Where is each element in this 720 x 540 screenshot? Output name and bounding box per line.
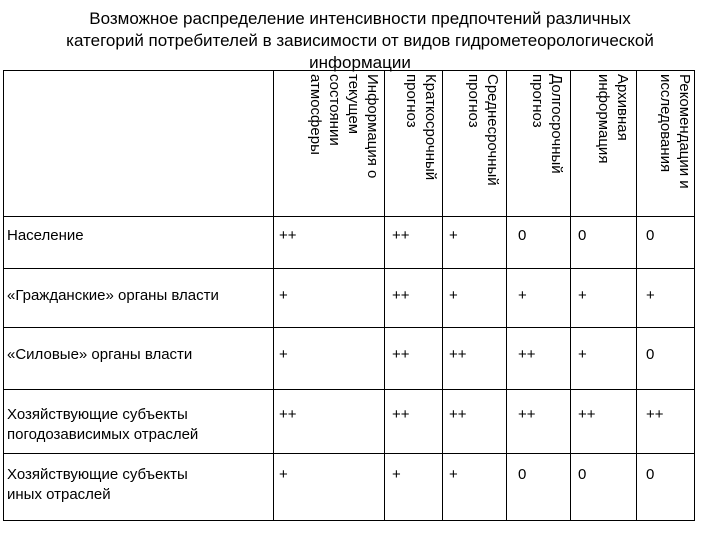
table-cell: ++ — [578, 406, 596, 423]
table-cell: ++ — [646, 406, 664, 423]
table-cell: + — [392, 466, 401, 483]
table-cell: ++ — [279, 227, 297, 244]
table-cell: + — [518, 287, 527, 304]
table-cell: 0 — [646, 346, 655, 363]
table-cell: ++ — [449, 346, 467, 363]
column-header-recommendations: Рекомендации и исследования — [657, 74, 693, 189]
table-cell: + — [578, 287, 587, 304]
column-header-current-info: Информация о текущем состоянии атмосферы — [307, 74, 381, 179]
column-header-short-term-forecast: Краткосрочный прогноз — [403, 74, 439, 181]
title-line: информации — [309, 53, 411, 72]
table-cell: ++ — [518, 406, 536, 423]
column-header-archive-info: Архивная информация — [595, 74, 631, 164]
table-cell: ++ — [392, 227, 410, 244]
table-cell: + — [449, 287, 458, 304]
table-cell: 0 — [646, 227, 655, 244]
table-cell: + — [449, 227, 458, 244]
row-label-population: Население — [7, 227, 84, 244]
table-cell: ++ — [392, 346, 410, 363]
table-cell: 0 — [578, 466, 587, 483]
table-cell: ++ — [449, 406, 467, 423]
table-cell: + — [279, 466, 288, 483]
row-label-other-entities: Хозяйствующие субъекты иных отраслей — [7, 466, 188, 503]
table-cell: + — [279, 287, 288, 304]
row-label-civil-authorities: «Гражданские» органы власти — [7, 287, 219, 304]
column-header-long-term-forecast: Долгосрочный прогноз — [529, 74, 565, 174]
table-cell: + — [279, 346, 288, 363]
table-cell: 0 — [518, 466, 527, 483]
title-line: категорий потребителей в зависимости от видов гидрометеорологической — [66, 31, 654, 50]
row-label-weather-dependent-entities: Хозяйствующие субъекты погодозависимых отраслей — [7, 406, 199, 443]
table-cell: ++ — [279, 406, 297, 423]
row-label-security-authorities: «Силовые» органы власти — [7, 346, 193, 363]
table-cell: 0 — [646, 466, 655, 483]
table-cell: + — [646, 287, 655, 304]
title-line: Возможное распределение интенсивности предпочтений различных — [89, 9, 631, 28]
table-cell: 0 — [578, 227, 587, 244]
table-cell: ++ — [518, 346, 536, 363]
table-cell: ++ — [392, 287, 410, 304]
column-header-medium-term-forecast: Среднесрочный прогноз — [465, 74, 501, 186]
table-cell: ++ — [392, 406, 410, 423]
table-cell: + — [578, 346, 587, 363]
table-cell: 0 — [518, 227, 527, 244]
table-cell: + — [449, 466, 458, 483]
